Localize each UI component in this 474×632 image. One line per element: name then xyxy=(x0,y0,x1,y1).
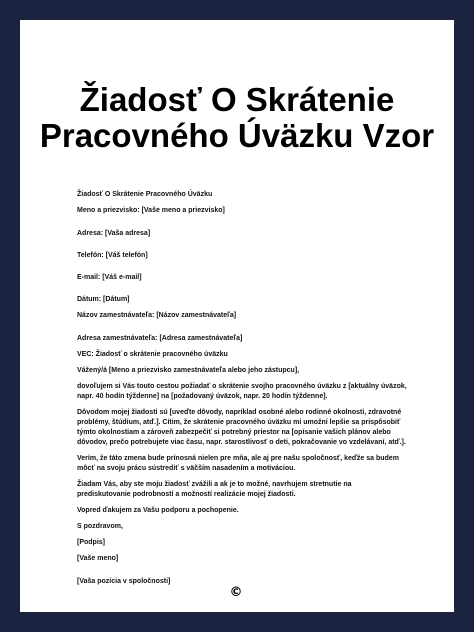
copyright-icon: © xyxy=(229,585,243,600)
date-field: Dátum: [Dátum] xyxy=(77,296,130,303)
employer-name-field: Názov zamestnávateľa: [Názov zamestnávateľa] xyxy=(77,312,237,319)
request-paragraph: dovoľujem si Vás touto cestou požiadať o skrátenie svojho pracovného úväzku z [aktuálny úväzok, napr. 40 hodín týždenne] na [požadovaný úväzok, napr. 20 hodín týždenne]. xyxy=(77,383,407,400)
sender-name-placeholder: [Vaše meno] xyxy=(77,555,119,562)
document-page xyxy=(20,20,454,612)
phone-field: Telefón: [Váš telefón] xyxy=(77,252,148,259)
thanks-line: Vopred ďakujem za Vašu podporu a pochopenie. xyxy=(77,507,239,514)
letter-body xyxy=(77,170,407,587)
position-placeholder: [Vaša pozícia v spoločnosti] xyxy=(77,578,171,585)
employer-address-field: Adresa zamestnávateľa: [Adresa zamestnávateľa] xyxy=(77,335,243,342)
email-field: E-mail: [Váš e-mail] xyxy=(77,274,142,281)
title-line-2: Pracovného Úväzku Vzor xyxy=(39,117,435,154)
address-field: Adresa: [Vaša adresa] xyxy=(77,230,151,237)
title-line-1: Žiadosť O Skrátenie xyxy=(79,81,395,118)
document-title xyxy=(20,82,454,154)
salutation: Vážený/á [Meno a priezvisko zamestnávateľa alebo jeho zástupcu], xyxy=(77,367,300,374)
signature-placeholder: [Podpis] xyxy=(77,539,105,546)
letter-heading: Žiadosť O Skrátenie Pracovného Úväzku xyxy=(77,191,213,198)
meeting-paragraph: Žiadam Vás, aby ste moju žiadosť zvážili a ak je to možné, navrhujem stretnutie na prediskutovanie podrobností a možností realizácie mojej žiadosti. xyxy=(77,481,352,498)
closing-line: S pozdravom, xyxy=(77,523,123,530)
benefit-paragraph: Verím, že táto zmena bude prínosná nielen pre mňa, ale aj pre našu spoločnosť, keďže sa budem môcť na svoju prácu sústrediť s väčším nasadením a motiváciou. xyxy=(77,455,399,472)
name-field: Meno a priezvisko: [Vaše meno a priezvisko] xyxy=(77,207,225,214)
reasons-paragraph: Dôvodom mojej žiadosti sú [uveďte dôvody, napríklad osobné alebo rodinné okolnosti, zdravotné problémy, štúdium, atď.]. Cítim, že skrátenie pracovného úväzku mi umožní lepšie sa prispôsobiť týmto okolnostiam a zároveň zabezpečiť si potrebný priestor na [opísanie vašich plánov alebo dôvodov, prečo potrebujete viac času, napr. starostlivosť o deti, pokračovanie vo vzdelávaní, atď.]. xyxy=(77,409,406,446)
subject-line: VEC: Žiadosť o skrátenie pracovného úväzku xyxy=(77,351,228,358)
